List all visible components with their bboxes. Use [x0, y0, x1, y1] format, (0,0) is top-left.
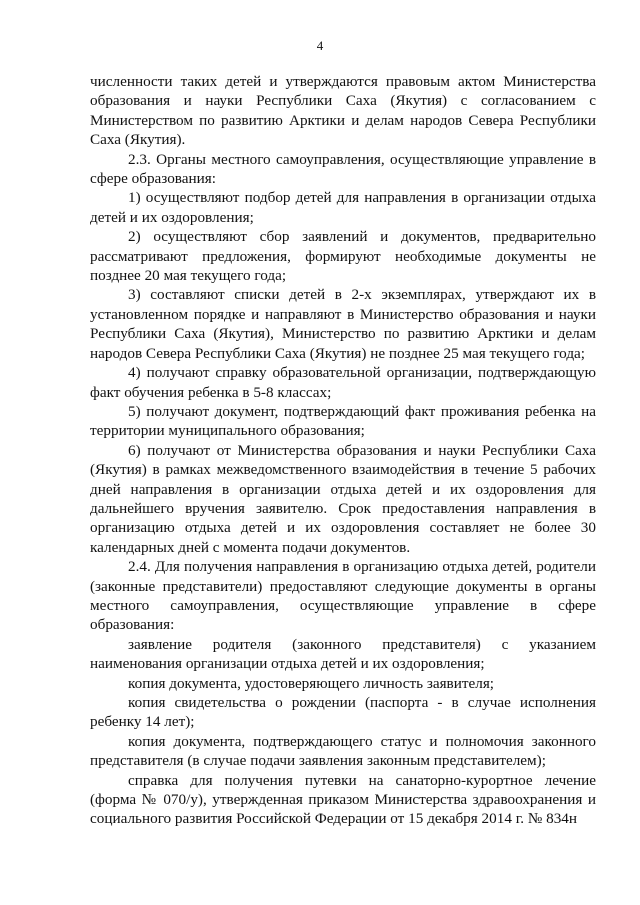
- paragraph-section-2-3: 2.3. Органы местного самоуправления, осуществляющие управление в сфере образования:: [90, 150, 596, 188]
- list-item-1: 1) осуществляют подбор детей для направления в организации отдыха детей и их оздоровления;: [90, 189, 596, 226]
- page-number: 4: [316, 38, 324, 53]
- list-item-4: 4) получают справку образовательной организации, подтверждающую факт обучения ребенка в 5-8 классах;: [90, 364, 596, 401]
- document-body: [90, 72, 596, 829]
- document-item-id-copy: копия документа, удостоверяющего личность заявителя;: [128, 674, 495, 692]
- list-item-3: 3) составляют списки детей в 2-х экземплярах, утверждают их в установленном порядке и направляют в Министерство образования и науки Республики Саха (Якутия), Министерство по развитию Арктики и делам народов Севера Республики Саха (Якутия) не позднее 25 мая текущего года;: [90, 286, 596, 362]
- paragraph-section-2-4: 2.4. Для получения направления в организацию отдыха детей, родители (законные представители) предоставляют следующие документы в органы местного самоуправления, осуществляющие управление в сфере образования:: [90, 558, 596, 634]
- document-item-birth-certificate: копия свидетельства о рождении (паспорта - в случае исполнения ребенку 14 лет);: [90, 694, 596, 731]
- document-item-application: заявление родителя (законного представителя) с указанием наименования организации отдыха детей и их оздоровления;: [90, 635, 596, 673]
- list-item-5: 5) получают документ, подтверждающий факт проживания ребенка на территории муниципального образования;: [90, 402, 596, 440]
- paragraph-continuation: численности таких детей и утверждаются правовым актом Министерства образования и науки Республики Саха (Якутия) с согласованием с Министерством по развитию Арктики и делам народов Севера Республики Саха (Якутия).: [90, 73, 596, 149]
- document-item-medical-certificate: справка для получения путевки на санаторно-курортное лечение (форма № 070/у), утвержденная приказом Министерства здравоохранения и социального развития Российской Федерации от 15 декабря 2014 г. № 834н: [90, 771, 596, 828]
- list-item-6: 6) получают от Министерства образования и науки Республики Саха (Якутия) в рамках межведомственного взаимодействия в течение 5 рабочих дней направления в организации отдыха детей и их оздоровления для дальнейшего вручения заявителю. Срок предоставления направления в организацию отдыха детей и их оздоровления составляет не более 30 календарных дней с момента подачи документов.: [90, 441, 596, 556]
- list-item-2: 2) осуществляют сбор заявлений и документов, предварительно рассматривают предложения, формируют необходимые документы не позднее 20 мая текущего года;: [90, 228, 596, 285]
- document-item-representative-status: копия документа, подтверждающего статус и полномочия законного представителя (в случае подачи заявления законным представителем);: [90, 732, 596, 770]
